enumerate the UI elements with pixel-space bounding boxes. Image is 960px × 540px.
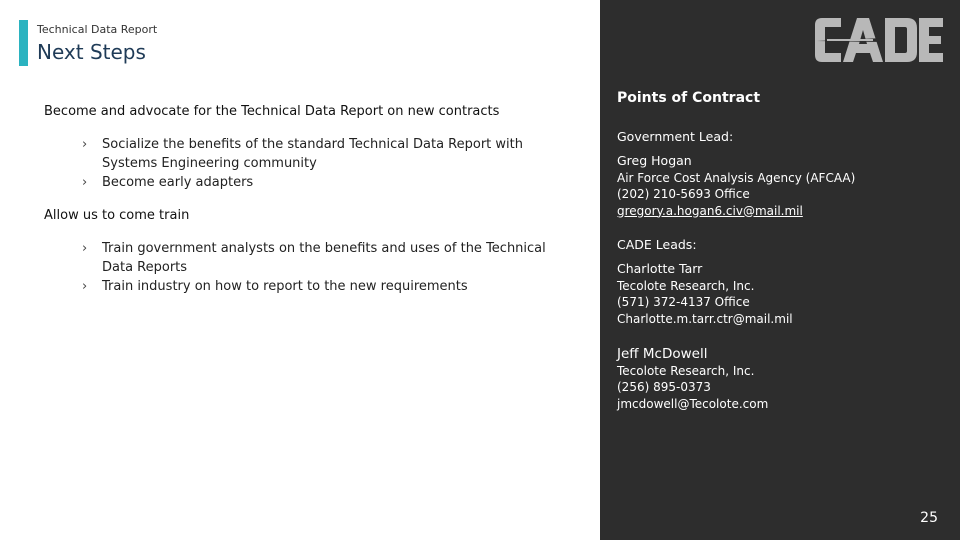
contact-name: Charlotte Tarr [617,261,703,276]
cade-logo [813,15,945,65]
contact-panel [600,0,960,540]
contact-org: Tecolote Research, Inc. [617,278,755,293]
contact-phone: (256) 895-0373 [617,380,711,394]
chevron-right-icon: › [82,241,88,256]
poc-title: Points of Contract [617,90,761,106]
section1-heading: Become and advocate for the Technical Data Report on new contracts [44,104,500,119]
slide-subtitle: Technical Data Report [37,23,158,36]
list-item [44,277,574,296]
list-item [44,135,574,173]
list-item [44,173,574,192]
gov-contact [617,153,855,219]
cade-label: CADE Leads: [617,237,697,252]
contact-name: Greg Hogan [617,153,692,168]
contact-name: Jeff McDowell [617,346,708,362]
page-number: 25 [920,510,938,526]
lead2-contact [617,346,768,412]
chevron-right-icon: › [82,279,88,294]
bullet-text: Train government analysts on the benefits and uses of the Technical Data Reports [102,241,546,275]
slide-title: Next Steps [37,40,146,64]
accent-bar [19,20,28,66]
section1-bullets [44,135,574,192]
contact-phone: (202) 210-5693 Office [617,187,750,201]
section2-bullets [44,239,574,296]
contact-org: Tecolote Research, Inc. [617,363,755,378]
chevron-right-icon: › [82,137,88,152]
list-item [44,239,574,277]
left-content [44,104,574,296]
contact-org: Air Force Cost Analysis Agency (AFCAA) [617,170,856,185]
contact-email-link[interactable]: gregory.a.hogan6.civ@mail.mil [617,203,803,218]
contact-email: jmcdowell@Tecolote.com [617,396,769,411]
section2-heading: Allow us to come train [44,208,190,223]
gov-label: Government Lead: [617,129,734,144]
bullet-text: Become early adapters [102,175,254,190]
bullet-text: Train industry on how to report to the new requirements [102,279,468,294]
chevron-right-icon: › [82,175,88,190]
contact-phone: (571) 372-4137 Office [617,295,750,309]
bullet-text: Socialize the benefits of the standard Technical Data Report with Systems Engineering community [102,137,523,171]
contact-email: Charlotte.m.tarr.ctr@mail.mil [617,311,793,326]
lead1-contact [617,261,793,327]
